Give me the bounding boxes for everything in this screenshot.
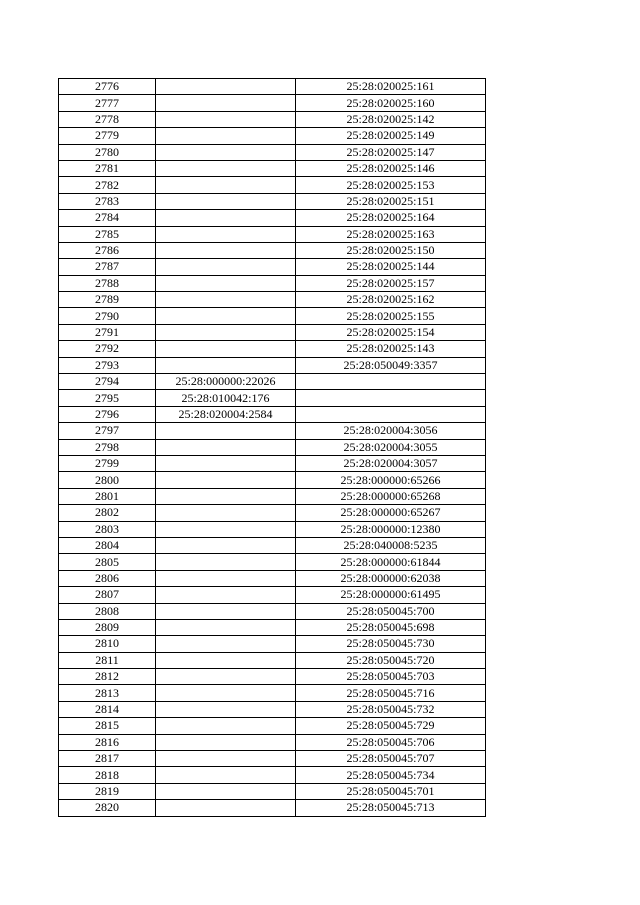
- row-number-cell: 2816: [59, 734, 156, 750]
- cadastral-number-cell-a: [156, 193, 296, 209]
- cadastral-number-cell-a: [156, 783, 296, 799]
- cadastral-number-cell-a: [156, 570, 296, 586]
- row-number-cell: 2808: [59, 603, 156, 619]
- table-row: [59, 521, 486, 537]
- table-row: [59, 210, 486, 226]
- cadastral-number-cell-a: [156, 701, 296, 717]
- table-row: [59, 669, 486, 685]
- cadastral-number-cell-a: [156, 242, 296, 258]
- cadastral-number-cell-b: 25:28:050045:730: [296, 636, 486, 652]
- cadastral-number-cell-a: 25:28:020004:2584: [156, 406, 296, 422]
- table-row: [59, 390, 486, 406]
- row-number-cell: 2811: [59, 652, 156, 668]
- row-number-cell: 2793: [59, 357, 156, 373]
- cadastral-number-cell-b: 25:28:000000:61844: [296, 554, 486, 570]
- row-number-cell: 2817: [59, 751, 156, 767]
- row-number-cell: 2791: [59, 324, 156, 340]
- row-number-cell: 2778: [59, 111, 156, 127]
- table-row: [59, 783, 486, 799]
- table-row: [59, 767, 486, 783]
- cadastral-number-cell-a: [156, 357, 296, 373]
- cadastral-number-cell-a: [156, 341, 296, 357]
- cadastral-number-cell-a: [156, 160, 296, 176]
- table-row: [59, 701, 486, 717]
- row-number-cell: 2815: [59, 718, 156, 734]
- cadastral-number-cell-b: 25:28:020025:150: [296, 242, 486, 258]
- cadastral-number-cell-b: 25:28:020025:154: [296, 324, 486, 340]
- row-number-cell: 2810: [59, 636, 156, 652]
- cadastral-number-cell-b: 25:28:020025:144: [296, 259, 486, 275]
- cadastral-number-cell-b: 25:28:050045:703: [296, 669, 486, 685]
- table-row: [59, 193, 486, 209]
- row-number-cell: 2819: [59, 783, 156, 799]
- row-number-cell: 2812: [59, 669, 156, 685]
- cadastral-number-cell-b: 25:28:040008:5235: [296, 537, 486, 553]
- table-row: [59, 439, 486, 455]
- table-row: [59, 472, 486, 488]
- row-number-cell: 2806: [59, 570, 156, 586]
- row-number-cell: 2799: [59, 455, 156, 471]
- row-number-cell: 2803: [59, 521, 156, 537]
- cadastral-number-cell-b: 25:28:020025:162: [296, 292, 486, 308]
- table-row: [59, 111, 486, 127]
- row-number-cell: 2779: [59, 128, 156, 144]
- row-number-cell: 2780: [59, 144, 156, 160]
- cadastral-number-cell-a: [156, 455, 296, 471]
- row-number-cell: 2786: [59, 242, 156, 258]
- cadastral-number-cell-a: [156, 718, 296, 734]
- row-number-cell: 2781: [59, 160, 156, 176]
- row-number-cell: 2807: [59, 587, 156, 603]
- cadastral-number-cell-a: [156, 800, 296, 816]
- table-row: [59, 685, 486, 701]
- row-number-cell: 2820: [59, 800, 156, 816]
- cadastral-number-cell-b: 25:28:020025:155: [296, 308, 486, 324]
- cadastral-number-cell-a: [156, 423, 296, 439]
- cadastral-number-cell-b: 25:28:050049:3357: [296, 357, 486, 373]
- table-row: [59, 95, 486, 111]
- table-body: [59, 79, 486, 817]
- row-number-cell: 2801: [59, 488, 156, 504]
- cadastral-number-cell-a: [156, 636, 296, 652]
- cadastral-number-cell-b: 25:28:000000:65266: [296, 472, 486, 488]
- cadastral-number-cell-b: [296, 390, 486, 406]
- cadastral-number-cell-a: [156, 685, 296, 701]
- table-row: [59, 160, 486, 176]
- table-row: [59, 144, 486, 160]
- row-number-cell: 2790: [59, 308, 156, 324]
- row-number-cell: 2794: [59, 374, 156, 390]
- cadastral-number-cell-b: 25:28:050045:732: [296, 701, 486, 717]
- cadastral-number-cell-b: [296, 374, 486, 390]
- row-number-cell: 2785: [59, 226, 156, 242]
- cadastral-number-cell-b: 25:28:020025:163: [296, 226, 486, 242]
- table-row: [59, 537, 486, 553]
- cadastral-number-cell-b: 25:28:020004:3055: [296, 439, 486, 455]
- cadastral-number-cell-b: 25:28:020025:147: [296, 144, 486, 160]
- row-number-cell: 2813: [59, 685, 156, 701]
- row-number-cell: 2788: [59, 275, 156, 291]
- table-row: [59, 652, 486, 668]
- cadastral-number-cell-a: [156, 95, 296, 111]
- cadastral-number-cell-a: [156, 324, 296, 340]
- row-number-cell: 2802: [59, 505, 156, 521]
- cadastral-number-cell-a: [156, 128, 296, 144]
- cadastral-number-cell-a: [156, 619, 296, 635]
- table-row: [59, 226, 486, 242]
- cadastral-number-cell-b: 25:28:000000:12380: [296, 521, 486, 537]
- cadastral-number-cell-a: 25:28:010042:176: [156, 390, 296, 406]
- cadastral-number-cell-b: 25:28:020025:160: [296, 95, 486, 111]
- cadastral-number-cell-a: [156, 292, 296, 308]
- cadastral-number-cell-a: [156, 537, 296, 553]
- table-row: [59, 636, 486, 652]
- cadastral-number-cell-a: 25:28:000000:22026: [156, 374, 296, 390]
- cadastral-number-cell-a: [156, 275, 296, 291]
- cadastral-number-cell-a: [156, 505, 296, 521]
- row-number-cell: 2783: [59, 193, 156, 209]
- table-row: [59, 587, 486, 603]
- cadastral-number-cell-a: [156, 226, 296, 242]
- cadastral-number-cell-a: [156, 751, 296, 767]
- row-number-cell: 2782: [59, 177, 156, 193]
- cadastral-number-cell-b: 25:28:050045:698: [296, 619, 486, 635]
- cadastral-number-cell-a: [156, 521, 296, 537]
- row-number-cell: 2818: [59, 767, 156, 783]
- row-number-cell: 2798: [59, 439, 156, 455]
- cadastral-number-cell-b: 25:28:050045:720: [296, 652, 486, 668]
- cadastral-number-cell-b: 25:28:020025:149: [296, 128, 486, 144]
- table-row: [59, 128, 486, 144]
- cadastral-number-cell-a: [156, 652, 296, 668]
- cadastral-number-cell-b: 25:28:050045:713: [296, 800, 486, 816]
- table-row: [59, 554, 486, 570]
- cadastral-number-cell-b: 25:28:050045:729: [296, 718, 486, 734]
- table-row: [59, 734, 486, 750]
- row-number-cell: 2814: [59, 701, 156, 717]
- cadastral-number-cell-b: 25:28:020025:164: [296, 210, 486, 226]
- cadastral-number-cell-a: [156, 472, 296, 488]
- row-number-cell: 2792: [59, 341, 156, 357]
- cadastral-number-cell-a: [156, 111, 296, 127]
- cadastral-number-cell-b: 25:28:000000:61495: [296, 587, 486, 603]
- table-row: [59, 79, 486, 95]
- cadastral-number-cell-a: [156, 767, 296, 783]
- row-number-cell: 2796: [59, 406, 156, 422]
- row-number-cell: 2787: [59, 259, 156, 275]
- cadastral-number-cell-b: 25:28:020025:153: [296, 177, 486, 193]
- cadastral-number-cell-b: 25:28:020004:3056: [296, 423, 486, 439]
- cadastral-number-cell-b: 25:28:050045:706: [296, 734, 486, 750]
- cadastral-number-cell-a: [156, 79, 296, 95]
- table-row: [59, 455, 486, 471]
- table-row: [59, 603, 486, 619]
- cadastral-number-cell-b: 25:28:000000:62038: [296, 570, 486, 586]
- table-row: [59, 619, 486, 635]
- cadastral-number-cell-b: 25:28:050045:701: [296, 783, 486, 799]
- cadastral-number-table: [58, 78, 486, 817]
- cadastral-number-cell-b: 25:28:020025:157: [296, 275, 486, 291]
- row-number-cell: 2809: [59, 619, 156, 635]
- cadastral-number-cell-b: 25:28:000000:65267: [296, 505, 486, 521]
- cadastral-number-cell-b: 25:28:050045:700: [296, 603, 486, 619]
- table-row: [59, 242, 486, 258]
- row-number-cell: 2784: [59, 210, 156, 226]
- table-row: [59, 292, 486, 308]
- table-row: [59, 423, 486, 439]
- cadastral-number-cell-b: 25:28:020025:142: [296, 111, 486, 127]
- table-row: [59, 341, 486, 357]
- table-row: [59, 718, 486, 734]
- table-row: [59, 374, 486, 390]
- row-number-cell: 2804: [59, 537, 156, 553]
- table-row: [59, 308, 486, 324]
- cadastral-number-cell-b: 25:28:020025:143: [296, 341, 486, 357]
- table-row: [59, 177, 486, 193]
- cadastral-number-cell-a: [156, 554, 296, 570]
- cadastral-number-cell-b: 25:28:050045:734: [296, 767, 486, 783]
- table-row: [59, 357, 486, 373]
- cadastral-number-cell-b: 25:28:020025:151: [296, 193, 486, 209]
- table-row: [59, 406, 486, 422]
- row-number-cell: 2789: [59, 292, 156, 308]
- cadastral-number-cell-b: 25:28:000000:65268: [296, 488, 486, 504]
- row-number-cell: 2777: [59, 95, 156, 111]
- row-number-cell: 2797: [59, 423, 156, 439]
- cadastral-number-cell-a: [156, 488, 296, 504]
- row-number-cell: 2776: [59, 79, 156, 95]
- cadastral-number-cell-b: 25:28:020025:161: [296, 79, 486, 95]
- table-row: [59, 570, 486, 586]
- cadastral-number-cell-a: [156, 439, 296, 455]
- cadastral-number-cell-a: [156, 308, 296, 324]
- table-row: [59, 488, 486, 504]
- row-number-cell: 2805: [59, 554, 156, 570]
- cadastral-number-cell-a: [156, 259, 296, 275]
- row-number-cell: 2795: [59, 390, 156, 406]
- cadastral-number-cell-b: 25:28:020004:3057: [296, 455, 486, 471]
- cadastral-number-cell-a: [156, 669, 296, 685]
- cadastral-number-cell-b: 25:28:050045:716: [296, 685, 486, 701]
- cadastral-number-cell-a: [156, 144, 296, 160]
- table-row: [59, 259, 486, 275]
- table-row: [59, 751, 486, 767]
- row-number-cell: 2800: [59, 472, 156, 488]
- table-row: [59, 800, 486, 816]
- cadastral-number-cell-b: 25:28:020025:146: [296, 160, 486, 176]
- cadastral-number-cell-b: [296, 406, 486, 422]
- cadastral-number-cell-b: 25:28:050045:707: [296, 751, 486, 767]
- cadastral-number-cell-a: [156, 587, 296, 603]
- table-row: [59, 505, 486, 521]
- cadastral-number-cell-a: [156, 734, 296, 750]
- cadastral-number-cell-a: [156, 177, 296, 193]
- table-row: [59, 324, 486, 340]
- cadastral-number-cell-a: [156, 210, 296, 226]
- cadastral-number-cell-a: [156, 603, 296, 619]
- table-row: [59, 275, 486, 291]
